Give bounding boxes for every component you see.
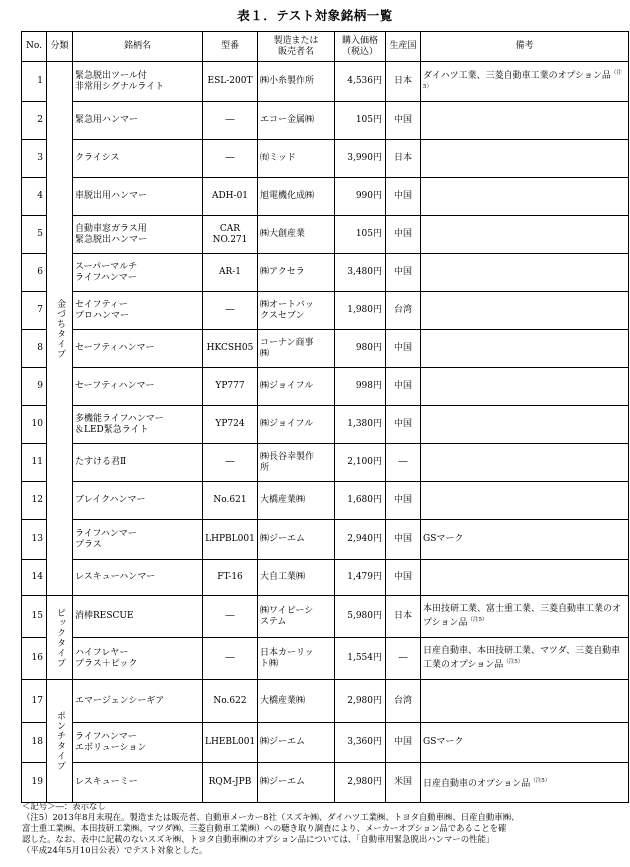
row-model: ― xyxy=(203,292,258,330)
row-name: スーパーマルチ ライフハンマー xyxy=(73,254,203,292)
row-no: 13 xyxy=(22,520,47,560)
row-country: 中国 xyxy=(386,560,421,596)
row-country: 中国 xyxy=(386,368,421,406)
row-country: 日本 xyxy=(386,140,421,178)
row-model: ― xyxy=(203,444,258,482)
category-label: ポンチタイプ xyxy=(55,711,65,771)
row-maker: ㈱ジョイフル xyxy=(258,368,335,406)
row-remarks xyxy=(421,178,629,216)
table-row xyxy=(22,406,629,444)
header-country: 生産国 xyxy=(386,32,421,62)
row-model: HKCSH05 xyxy=(203,330,258,368)
table-row xyxy=(22,444,629,482)
row-model: ― xyxy=(203,638,258,680)
row-remarks-note: （注5） xyxy=(530,777,551,784)
row-price: 2,980円 xyxy=(335,763,386,803)
row-remarks xyxy=(421,406,629,444)
row-remarks xyxy=(421,638,629,680)
row-model: LHEBL001 xyxy=(203,723,258,763)
row-no: 12 xyxy=(22,482,47,520)
row-model: FT-16 xyxy=(203,560,258,596)
row-remarks-note: （注5） xyxy=(423,69,622,90)
row-no: 7 xyxy=(22,292,47,330)
footnote-5-line2: 富士重工業㈱、本田技研工業㈱、マツダ㈱、三菱自動車工業㈱）への聴き取り調査により、メーカーオプション品であることを確 xyxy=(22,823,507,833)
row-maker: 大自工業㈱ xyxy=(258,560,335,596)
row-model: ADH-01 xyxy=(203,178,258,216)
row-country: 中国 xyxy=(386,178,421,216)
row-maker: ㈱小糸製作所 xyxy=(258,62,335,102)
table-row xyxy=(22,723,629,763)
row-model: RQM-JPB xyxy=(203,763,258,803)
table-body xyxy=(22,62,629,803)
row-country: 中国 xyxy=(386,330,421,368)
row-remarks xyxy=(421,763,629,803)
row-country: 台湾 xyxy=(386,680,421,723)
row-name: 車脱出用ハンマー xyxy=(73,178,203,216)
row-remarks xyxy=(421,520,629,560)
row-model: LHPBL001 xyxy=(203,520,258,560)
row-model: ― xyxy=(203,102,258,140)
row-model: No.622 xyxy=(203,680,258,723)
row-remarks-text: GSマーク xyxy=(423,737,464,747)
row-no: 10 xyxy=(22,406,47,444)
footnote-5-line4: （平成24年5月10日公表）でテスト対象とした。 xyxy=(22,845,208,855)
row-no: 17 xyxy=(22,680,47,723)
row-price: 1,380円 xyxy=(335,406,386,444)
row-price: 105円 xyxy=(335,216,386,254)
row-price: 1,554円 xyxy=(335,638,386,680)
row-no: 16 xyxy=(22,638,47,680)
row-remarks xyxy=(421,560,629,596)
row-price: 2,940円 xyxy=(335,520,386,560)
row-country: 中国 xyxy=(386,254,421,292)
table-title: 表１．テスト対象銘柄一覧 xyxy=(237,8,393,23)
row-country: 中国 xyxy=(386,723,421,763)
table-row xyxy=(22,368,629,406)
row-remarks xyxy=(421,723,629,763)
row-maker: ㈱ジーエム xyxy=(258,723,335,763)
row-name: セーフティハンマー xyxy=(73,368,203,406)
row-no: 8 xyxy=(22,330,47,368)
row-name: レスキューハンマー xyxy=(73,560,203,596)
header-model: 型番 xyxy=(203,32,258,62)
row-country: 中国 xyxy=(386,482,421,520)
row-price: 2,980円 xyxy=(335,680,386,723)
row-maker: ㈱アクセラ xyxy=(258,254,335,292)
row-price: 1,980円 xyxy=(335,292,386,330)
row-no: 18 xyxy=(22,723,47,763)
row-country: 中国 xyxy=(386,520,421,560)
table-row xyxy=(22,178,629,216)
row-no: 14 xyxy=(22,560,47,596)
footnote-5-line3: 認した。なお、表中に記載のないスズキ㈱、トヨタ自動車㈱のオプション品については、「自動車用緊急脱出ハンマーの性能」 xyxy=(22,834,495,844)
row-maker: ㈱オートバッ クスセブン xyxy=(258,292,335,330)
header-name: 銘柄名 xyxy=(73,32,203,62)
row-price: 998円 xyxy=(335,368,386,406)
table-row xyxy=(22,216,629,254)
row-maker: ㈲ミッド xyxy=(258,140,335,178)
category-label: 金づちタイプ xyxy=(55,298,65,359)
row-name: たすける君Ⅱ xyxy=(73,444,203,482)
row-maker: 旭電機化成㈱ xyxy=(258,178,335,216)
row-maker: ㈱ワイピーシ ステム xyxy=(258,596,335,638)
row-price: 1,680円 xyxy=(335,482,386,520)
row-no: 5 xyxy=(22,216,47,254)
row-model: No.621 xyxy=(203,482,258,520)
row-no: 3 xyxy=(22,140,47,178)
row-no: 11 xyxy=(22,444,47,482)
row-price: 1,479円 xyxy=(335,560,386,596)
row-model: AR-1 xyxy=(203,254,258,292)
table-row xyxy=(22,62,629,102)
row-model: CAR NO.271 xyxy=(203,216,258,254)
row-price: 3,990円 xyxy=(335,140,386,178)
row-country: 中国 xyxy=(386,102,421,140)
row-price: 5,980円 xyxy=(335,596,386,638)
row-remarks xyxy=(421,330,629,368)
row-remarks xyxy=(421,596,629,638)
row-remarks-text: ダイハツ工業、三菱自動車工業のオプション品 xyxy=(423,70,611,81)
row-name: エマージェンシーギア xyxy=(73,680,203,723)
row-no: 1 xyxy=(22,62,47,102)
row-maker: ㈱長谷幸製作 所 xyxy=(258,444,335,482)
row-name: クライシス xyxy=(73,140,203,178)
row-remarks-text: 日産自動車のオプション品 xyxy=(423,778,531,789)
row-maker: 大橋産業㈱ xyxy=(258,482,335,520)
row-name: 自動車窓ガラス用 緊急脱出ハンマー xyxy=(73,216,203,254)
row-model: ESL-200T xyxy=(203,62,258,102)
header-row xyxy=(22,32,629,62)
row-price: 3,360円 xyxy=(335,723,386,763)
row-price: 990円 xyxy=(335,178,386,216)
row-country: 米国 xyxy=(386,763,421,803)
row-remarks xyxy=(421,254,629,292)
row-name: ライフハンマー エボリューション xyxy=(73,723,203,763)
table-row xyxy=(22,140,629,178)
row-no: 6 xyxy=(22,254,47,292)
row-name: ハイフレヤー プラス＋ピック xyxy=(73,638,203,680)
row-no: 19 xyxy=(22,763,47,803)
row-remarks xyxy=(421,444,629,482)
row-maker: ㈱ジーエム xyxy=(258,520,335,560)
row-model: YP777 xyxy=(203,368,258,406)
row-remarks xyxy=(421,292,629,330)
category-label: ピックタイプ xyxy=(55,607,65,668)
row-no: 4 xyxy=(22,178,47,216)
row-name: ライフハンマー プラス xyxy=(73,520,203,560)
row-name: 緊急脱出ツール付 非常用シグナルライト xyxy=(73,62,203,102)
row-country: 日本 xyxy=(386,62,421,102)
row-remarks-text: 日産自動車、本田技研工業、マツダ、三菱自動車工業のオプション品 xyxy=(423,646,621,670)
row-no: 2 xyxy=(22,102,47,140)
row-maker: ㈱ジョイフル xyxy=(258,406,335,444)
header-no: No. xyxy=(22,32,47,62)
category-cell xyxy=(47,596,73,680)
row-maker: 大橋産業㈱ xyxy=(258,680,335,723)
footnote-legend: ＜記号＞―：表示なし xyxy=(22,801,106,811)
row-model: ― xyxy=(203,140,258,178)
row-no: 9 xyxy=(22,368,47,406)
row-country: 中国 xyxy=(386,216,421,254)
table-row xyxy=(22,482,629,520)
row-no: 15 xyxy=(22,596,47,638)
row-name: ブレイクハンマー xyxy=(73,482,203,520)
row-remarks xyxy=(421,680,629,723)
row-price: 2,100円 xyxy=(335,444,386,482)
row-price: 4,536円 xyxy=(335,62,386,102)
row-remarks-note: （注5） xyxy=(503,659,524,665)
row-country: 中国 xyxy=(386,406,421,444)
table-row xyxy=(22,560,629,596)
header-maker: 製造または 販売者名 xyxy=(258,32,335,62)
row-remarks-text: GSマーク xyxy=(423,534,464,544)
row-maker: ㈱ジーエム xyxy=(258,763,335,803)
header-category: 分類 xyxy=(47,32,73,62)
row-remarks xyxy=(421,216,629,254)
row-name: 消棒RESCUE xyxy=(73,596,203,638)
row-remarks-text: 本田技研工業、富士重工業、三菱自動車工業のオプション品 xyxy=(423,604,622,628)
category-cell xyxy=(47,62,73,596)
table-row xyxy=(22,596,629,638)
row-name: レスキューミー xyxy=(73,763,203,803)
row-maker: エコー金属㈱ xyxy=(258,102,335,140)
row-price: 980円 xyxy=(335,330,386,368)
row-name: 多機能ライフハンマー ＆LED緊急ライト xyxy=(73,406,203,444)
row-remarks xyxy=(421,368,629,406)
footnote-5-line1: （注5）2013年8月末現在。製造または販売者、自動車メーカー8社（スズキ㈱、ダイハツ工業㈱、トヨタ自動車㈱、日産自動車㈱、 xyxy=(22,812,520,822)
table-row xyxy=(22,680,629,723)
category-cell xyxy=(47,680,73,803)
row-maker: 日本カーリッ ト㈱ xyxy=(258,638,335,680)
row-remarks xyxy=(421,62,629,102)
row-remarks xyxy=(421,102,629,140)
row-remarks xyxy=(421,140,629,178)
table-row xyxy=(22,638,629,680)
row-model: YP724 xyxy=(203,406,258,444)
row-name: セイフティー プロハンマー xyxy=(73,292,203,330)
table-row xyxy=(22,330,629,368)
row-country: 台湾 xyxy=(386,292,421,330)
product-table xyxy=(21,31,629,803)
row-remarks-note: （注5） xyxy=(467,617,488,623)
row-country: ― xyxy=(386,444,421,482)
row-price: 105円 xyxy=(335,102,386,140)
row-country: ― xyxy=(386,638,421,680)
table-row xyxy=(22,254,629,292)
table-row xyxy=(22,763,629,803)
table-row xyxy=(22,292,629,330)
row-model: ― xyxy=(203,596,258,638)
row-name: 緊急用ハンマー xyxy=(73,102,203,140)
row-name: セーフティハンマー xyxy=(73,330,203,368)
table-row xyxy=(22,520,629,560)
row-maker: コーナン商事 ㈱ xyxy=(258,330,335,368)
table-row xyxy=(22,102,629,140)
row-remarks xyxy=(421,482,629,520)
row-country: 日本 xyxy=(386,596,421,638)
header-remarks: 備考 xyxy=(421,32,629,62)
row-price: 3,480円 xyxy=(335,254,386,292)
row-maker: ㈱大創産業 xyxy=(258,216,335,254)
header-price: 購入価格 （税込） xyxy=(335,32,386,62)
